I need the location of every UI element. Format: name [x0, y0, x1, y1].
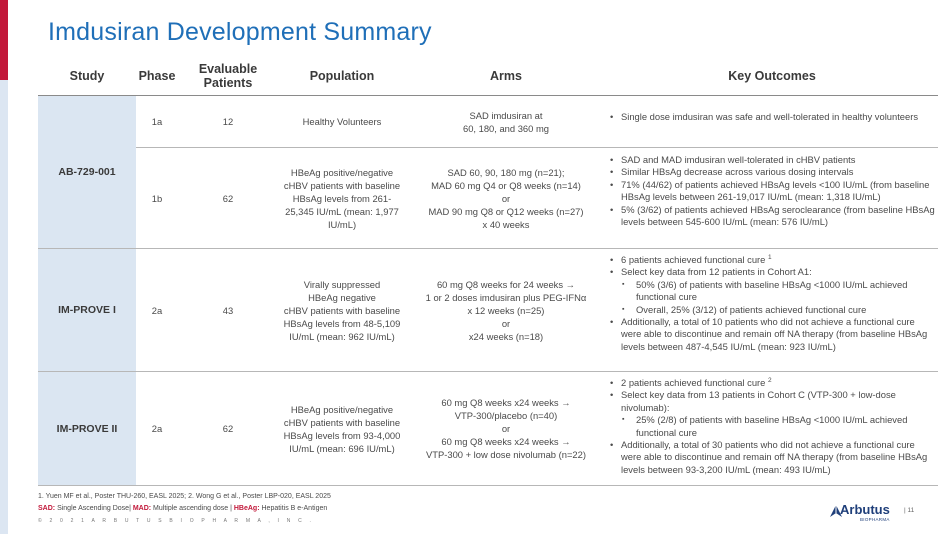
population-cell [272, 372, 412, 485]
arms-cell [418, 148, 594, 248]
arms-line: or [501, 317, 511, 329]
phase-cell: 2a [151, 423, 163, 434]
header-evaluable-patients [188, 58, 268, 94]
outcome-item [609, 439, 935, 476]
arms-line: VTP-300 + low dose nivolumab (n=22) [426, 449, 586, 460]
outcome-item [609, 254, 935, 266]
arms-text [426, 278, 587, 343]
phase-cell: 1a [151, 116, 163, 127]
outcome-text: Select key data from 13 patients in Cohort C (VTP-300 + low-dose nivolumab): [621, 389, 896, 413]
arms-line: SAD 60, 90, 180 mg (n=21); [447, 166, 565, 178]
population-line: HBeAg negative [308, 291, 376, 303]
arms-line: or [501, 192, 511, 204]
arms-text [463, 109, 549, 135]
patients-cell: 62 [222, 192, 234, 204]
abbrev-def: Hepatitis B e-Antigen [259, 505, 328, 512]
table-bottom-divider [38, 485, 938, 486]
bullet-icon: • [610, 377, 614, 388]
population-line: IU/mL) [327, 218, 357, 230]
arms-line: MAD 90 mg Q8 or Q12 weeks (n=27) [428, 205, 584, 217]
outcomes-list [609, 111, 935, 123]
outcome-text: Additionally, a total of 30 patients who did not achieve a functional cure were able to discontinue and remain off NA therapy (from baseline HBsAg levels between 93-3,200 IU/mL (mean: 493 IU/mL) [621, 439, 928, 475]
outcome-item [609, 166, 935, 178]
outcomes-list [609, 254, 935, 353]
population-cell [272, 249, 412, 371]
outcome-text: 6 patients achieved functional cure [621, 254, 766, 265]
population-text [303, 115, 382, 128]
arms-line: 60, 180, and 360 mg [462, 122, 549, 134]
bullet-icon: • [610, 111, 614, 122]
arms-cell [418, 372, 594, 485]
abbreviations [38, 505, 327, 512]
population-line: cHBV patients with baseline [283, 416, 401, 428]
outcome-text: Additionally, a total of 10 patients who did not achieve a functional cure were able to discontinue and remain off NA therapy (from baseline HBsAg levels between 487-4,545 IU/mL (mean: 923 IU/mL) [621, 316, 928, 352]
outcomes-list [609, 154, 935, 228]
reference-superscript: 1 [767, 253, 772, 261]
outcome-text: Overall, 25% (3/12) of patients achieved functional cure [636, 303, 867, 315]
population-line: 25,345 IU/mL (mean: 1,977 [285, 205, 399, 217]
arms-line: or [501, 423, 511, 434]
arms-line: VTP-300/placebo (n=40) [454, 410, 558, 421]
arms-line: 60 mg Q8 weeks for 24 weeks → [436, 278, 576, 290]
left-accent-bar [0, 0, 8, 534]
key-outcomes-cell [609, 111, 935, 123]
arms-line: x 12 weeks (n=25) [467, 304, 545, 316]
key-outcomes-cell [609, 377, 935, 476]
outcome-item [609, 389, 935, 414]
outcome-text: Similar HBsAg decrease across various dosing intervals [621, 166, 854, 178]
outcome-item [609, 304, 935, 316]
arms-line: MAD 60 mg Q4 or Q8 weeks (n=14) [431, 179, 581, 191]
patients-cell: 62 [222, 423, 234, 434]
bullet-icon: ▪ [622, 280, 625, 288]
bullet-icon: • [610, 316, 614, 328]
reference-superscript: 2 [767, 376, 772, 384]
arms-line: x 40 weeks [482, 218, 530, 230]
logo-subtitle: BIOPHARMA [860, 517, 890, 522]
population-line: cHBV patients with baseline [283, 304, 401, 316]
outcome-text: 2 patients achieved functional cure [621, 377, 766, 388]
header-key-outcomes: Key Outcomes [728, 68, 816, 83]
arms-line: 60 mg Q8 weeks x24 weeks → [441, 397, 571, 408]
study-cell-ab-729-001: AB-729-001 [38, 96, 136, 248]
population-line: HBeAg positive/negative [290, 166, 394, 178]
study-cell-im-prove-i: IM-PROVE I [38, 249, 136, 371]
logo-name: Arbutus [840, 502, 890, 517]
abbrev-def: Single Ascending Dose| [55, 505, 133, 512]
arms-text [426, 396, 586, 461]
arms-line: SAD imdusiran at [469, 109, 543, 121]
header-phase: Phase [138, 68, 176, 83]
outcome-item [609, 154, 935, 166]
patients-cell: 12 [222, 116, 234, 127]
outcome-text: 5% (3/62) of patients achieved HBsAg seroclearance (from baseline HBsAg levels between 545-600 IU/mL (mean: 576 IU/mL) [621, 203, 935, 228]
outcome-text: 71% (44/62) of patients achieved HBsAg levels <100 IU/mL (from baseline HBsAg levels between 261-19,017 IU/mL (mean: 1,318 IU/mL) [621, 178, 930, 203]
population-line: IU/mL (mean: 696 IU/mL) [289, 442, 395, 454]
bullet-icon: • [610, 166, 614, 178]
arms-line: 1 or 2 doses imdusiran plus PEG-IFNα [425, 291, 587, 303]
population-cell [272, 96, 412, 147]
bullet-icon: ▪ [622, 416, 625, 424]
outcome-text: 25% (2/8) of patients with baseline HBsAg <1000 IU/mL achieved functional cure [636, 414, 908, 438]
outcome-text: Single dose imdusiran was safe and well-tolerated in healthy volunteers [621, 111, 919, 122]
outcome-item [609, 377, 935, 389]
header-evaluable-line2: Patients [203, 76, 253, 90]
header-arms: Arms [490, 68, 522, 83]
page-title: Imdusiran Development Summary [48, 18, 432, 46]
population-line: Healthy Volunteers [302, 116, 382, 127]
abbrev-term: MAD: [132, 505, 152, 512]
patients-cell: 43 [222, 304, 234, 316]
outcome-item [609, 111, 935, 123]
population-line: Virally suppressed [303, 278, 381, 290]
outcome-item [609, 266, 935, 278]
bullet-icon: • [610, 203, 614, 215]
bullet-icon: ▪ [622, 305, 625, 313]
outcome-item [609, 279, 935, 304]
outcome-item [609, 316, 935, 353]
bullet-icon: • [610, 439, 614, 451]
population-text [284, 403, 401, 455]
abbrev-term: SAD: [38, 505, 56, 512]
abbrev-term: HBeAg: [233, 505, 260, 512]
outcome-item [609, 414, 935, 439]
bullet-icon: • [610, 266, 614, 278]
bullet-icon: • [610, 254, 614, 265]
population-line: HBsAg levels from 93-4,000 [283, 429, 401, 441]
arms-cell [418, 249, 594, 371]
page-number: | 11 [904, 507, 915, 514]
study-cell-im-prove-ii: IM-PROVE II [38, 372, 136, 485]
population-line: HBeAg positive/negative [290, 403, 394, 415]
key-outcomes-cell [609, 254, 935, 353]
population-line: cHBV patients with baseline [283, 179, 401, 191]
footnote: 1. Yuen MF et al., Poster THU-260, EASL 2025; 2. Wong G et al., Poster LBP-020, EASL 2025 [38, 493, 331, 500]
bullet-icon: • [610, 389, 614, 401]
phase-cell: 1b [151, 192, 163, 204]
outcome-text: Select key data from 12 patients in Cohort A1: [621, 266, 812, 278]
abbrev-def: Multiple ascending dose | [151, 505, 234, 512]
outcome-item [609, 179, 935, 204]
population-text [284, 278, 401, 343]
arms-cell [418, 96, 594, 147]
population-cell [272, 148, 412, 248]
arms-line: x24 weeks (n=18) [468, 330, 544, 342]
arms-line: 60 mg Q8 weeks x24 weeks → [441, 436, 571, 447]
header-population: Population [309, 68, 375, 83]
phase-cell: 2a [151, 304, 163, 316]
header-evaluable-line1: Evaluable [198, 61, 258, 76]
arms-text [428, 166, 583, 231]
outcome-text: SAD and MAD imdusiran well-tolerated in cHBV patients [621, 154, 856, 165]
header-study: Study [69, 68, 105, 83]
outcome-text: 50% (3/6) of patients with baseline HBsAg <1000 IU/mL achieved functional cure [636, 278, 908, 303]
outcome-item [609, 204, 935, 229]
outcomes-list [609, 377, 935, 476]
bullet-icon: • [610, 154, 614, 165]
bullet-icon: • [610, 178, 614, 190]
population-line: IU/mL (mean: 962 IU/mL) [289, 330, 395, 342]
population-line: HBsAg levels from 261- [292, 192, 392, 204]
copyright: © 2 0 2 1 A R B U T U S B I O P H A R M A , I N C . [38, 518, 315, 524]
population-text [284, 166, 400, 231]
arbutus-logo [828, 502, 892, 528]
key-outcomes-cell [609, 154, 935, 228]
population-line: HBsAg levels from 48-5,109 [283, 317, 401, 329]
